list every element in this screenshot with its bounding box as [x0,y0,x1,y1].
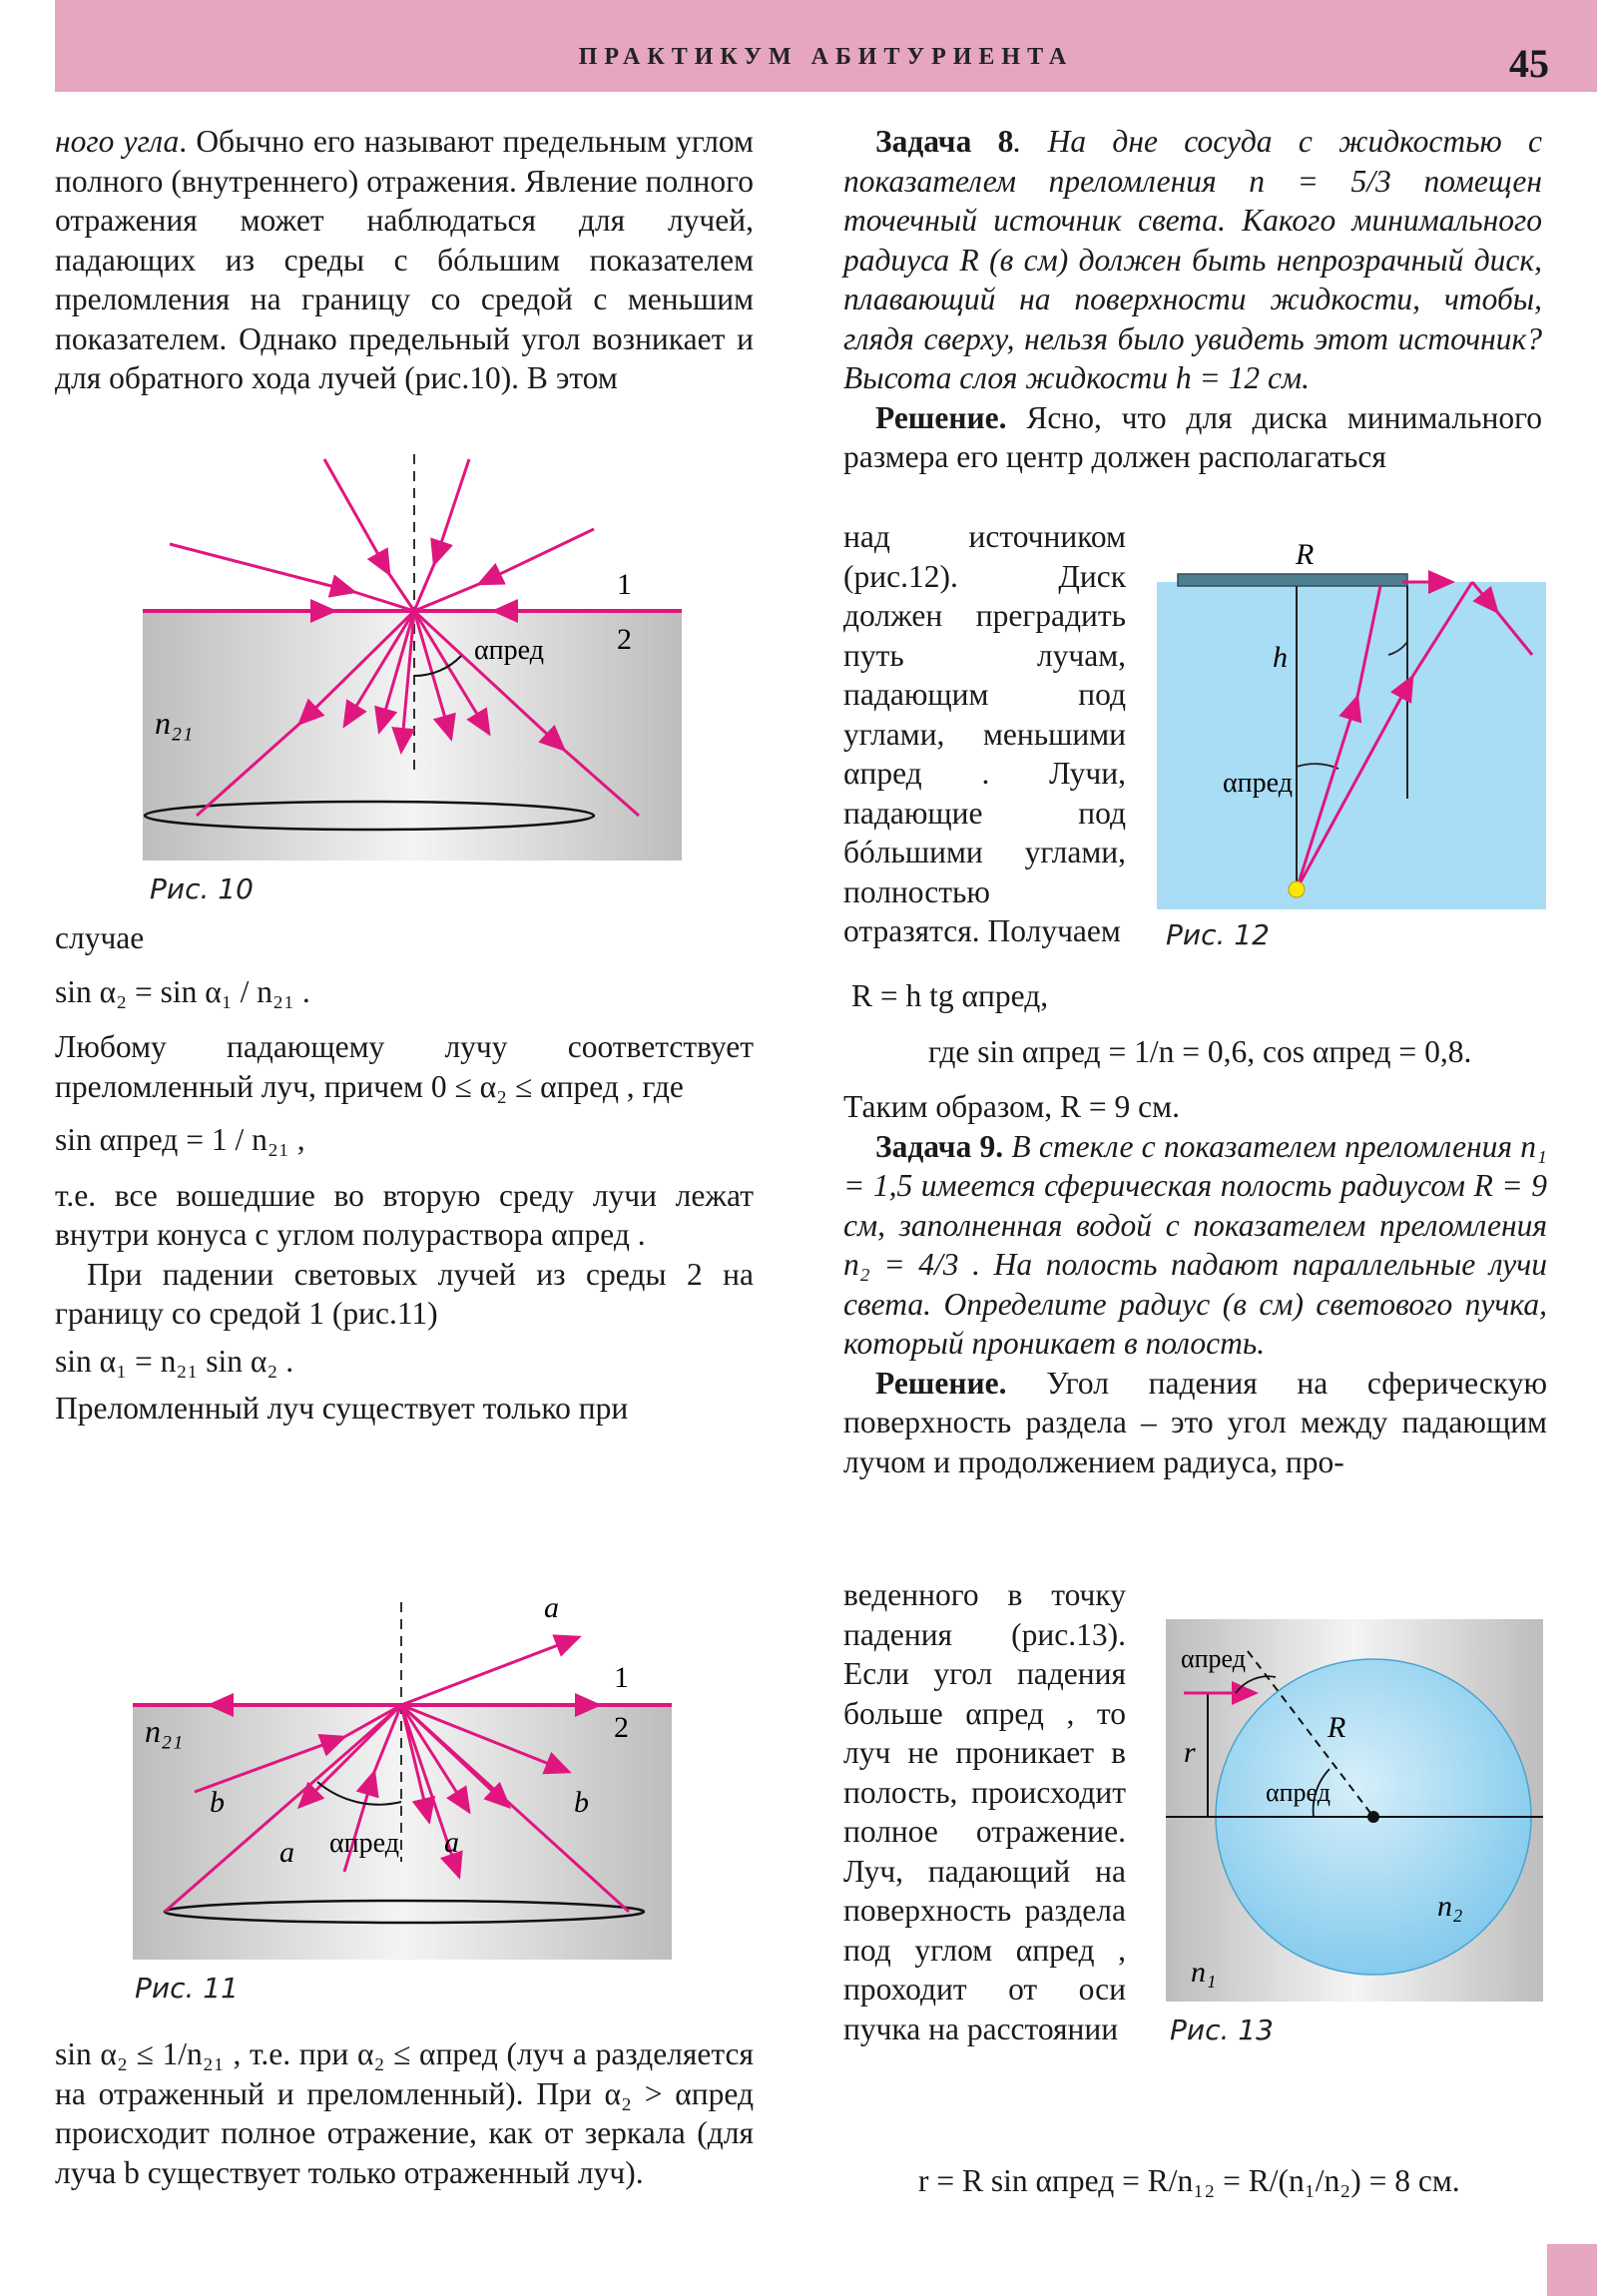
solution-8: Решение. Ясно, что для диска минимального размера его центр должен располагаться [843,399,1542,474]
paragraph: над источником (рис.12). Диск должен преградить путь лучам, падающим под углами, меньшими αпред . Лучи, падающие под бóльшими углами, полностью отразятся. Получаем [843,519,1126,948]
label-R: R [1296,538,1315,571]
page-number: 45 [1509,41,1549,86]
figure-12-caption: Рис. 12 [1166,918,1270,951]
figure-12 [1153,537,1547,911]
page-header [55,0,1597,92]
paragraph: При падении световых лучей из среды 2 на границу со средой 1 (рис.11) [55,1256,754,1331]
label-medium-2: 2 [617,623,632,656]
header-title: ПРАКТИКУМ АБИТУРИЕНТА [578,44,1074,70]
label-alpha: αпред [329,1828,399,1859]
label-n2: n₂ [1437,1890,1463,1923]
paragraph: sin α₂ ≤ 1/n₂₁ , т.е. при α₂ ≤ αпред (луч a разделяется на отраженный и преломленный). При α₂ > αпред происходит полное отражение, как от зеркала (для луча b существует только отраженный луч). [55,2036,754,2190]
label-n21: n₂₁ [145,1713,184,1749]
formula: sin αпред = 1 / n₂₁ , [55,1122,305,1157]
right-column-middle [843,976,1547,1481]
label-alpha: αпред [1266,1778,1331,1807]
figure-10-caption: Рис. 10 [150,872,254,905]
left-column-middle [55,918,754,1429]
label-medium-1: 1 [617,568,632,601]
label-alpha: αпред [1223,768,1293,799]
formula: r = R sin αпред = R/n₁₂ = R/(n₁/n₂) = 8 см. [918,2163,1460,2198]
left-column-bottom [55,2034,754,2192]
paragraph: ного угла. Обычно его называют предельным углом полного (внутреннего) отражения. Явление полного отражения может наблюдаться для лучей, падающих из среды с бóльшим показателем преломления на границу со средой с меньшим показателем. Однако предельный угол возникает и для обратного хода лучей (рис.10). В этом [55,124,754,395]
figure-11-caption: Рис. 11 [135,1972,239,2005]
formula: sin α₁ = n₂₁ sin α₂ . [55,1343,294,1379]
figure-10 [140,454,684,873]
formula: R = h tg αпред, [851,978,1049,1013]
paragraph: Любому падающему лучу соответствует преломленный луч, причем 0 ≤ α₂ ≤ αпред , где [55,1029,754,1104]
label-ray-a: a [279,1836,294,1869]
label-n21: n₂₁ [155,705,194,741]
label-ray-b: b [574,1786,589,1819]
right-column-top [843,122,1542,477]
label-medium-2: 2 [614,1711,629,1744]
figure-13-caption: Рис. 13 [1170,2013,1274,2046]
page-corner-tab [1547,2244,1597,2296]
problem-8: Задача 8. На дне сосуда с жидкостью с показателем преломления n = 5/3 помещен точечный источник света. Какого минимального радиуса R (в см) должен быть непрозрачный диск, плавающий на поверхности жидкости, чтобы, глядя сверху, нельзя было увидеть этот источник? Высота слоя жидкости h = 12 см. [843,124,1542,395]
problem-9: Задача 9. В стекле с показателем преломления n₁ = 1,5 имеется сферическая полость радиусом R = 9 см, заполненная водой с показателем преломления n₂ = 4/3 . На полость падают параллельные лучи света. Определите радиус (в см) светового пучка, который проникает в полость. [843,1128,1547,1361]
label-h: h [1273,641,1288,674]
label-ray-b: b [210,1786,225,1819]
label-r: r [1184,1736,1196,1769]
right-narrow-2 [843,1575,1126,2048]
right-column-bottom [918,2161,1557,2201]
left-column-top [55,122,754,398]
figure-13 [1166,1619,1543,2004]
right-narrow-1 [843,517,1126,951]
formula: где sin αпред = 1/n = 0,6, cos αпред = 0,8. [928,1033,1472,1069]
label-ray-a: a [444,1826,459,1859]
paragraph: веденного в точку падения (рис.13). Если угол падения больше αпред , то луч не проникает в полость, происходит полное отражение. Луч, падающий на поверхность раздела под углом αпред , проходит от оси пучка на расстоянии [843,1577,1126,2046]
solution-9: Решение. Угол падения на сферическую поверхность раздела – это угол между падающим лучом и продолжением радиуса, про- [843,1365,1547,1479]
paragraph: Таким образом, R = 9 см. [843,1089,1180,1124]
paragraph: случае [55,920,145,955]
paragraph: т.е. все вошедшие во вторую среду лучи лежат внутри конуса с углом полураствора αпред . [55,1177,754,1252]
figure-11 [130,1597,674,1962]
paragraph: Преломленный луч существует только при [55,1391,629,1426]
label-alpha: αпред [474,635,544,666]
label-alpha: αпред [1181,1644,1246,1673]
label-medium-1: 1 [614,1661,629,1694]
label-n1: n₁ [1191,1956,1217,1989]
label-ray-a: a [544,1597,559,1624]
label-R: R [1328,1711,1346,1744]
formula: sin α₂ = sin α₁ / n₂₁ . [55,973,310,1009]
